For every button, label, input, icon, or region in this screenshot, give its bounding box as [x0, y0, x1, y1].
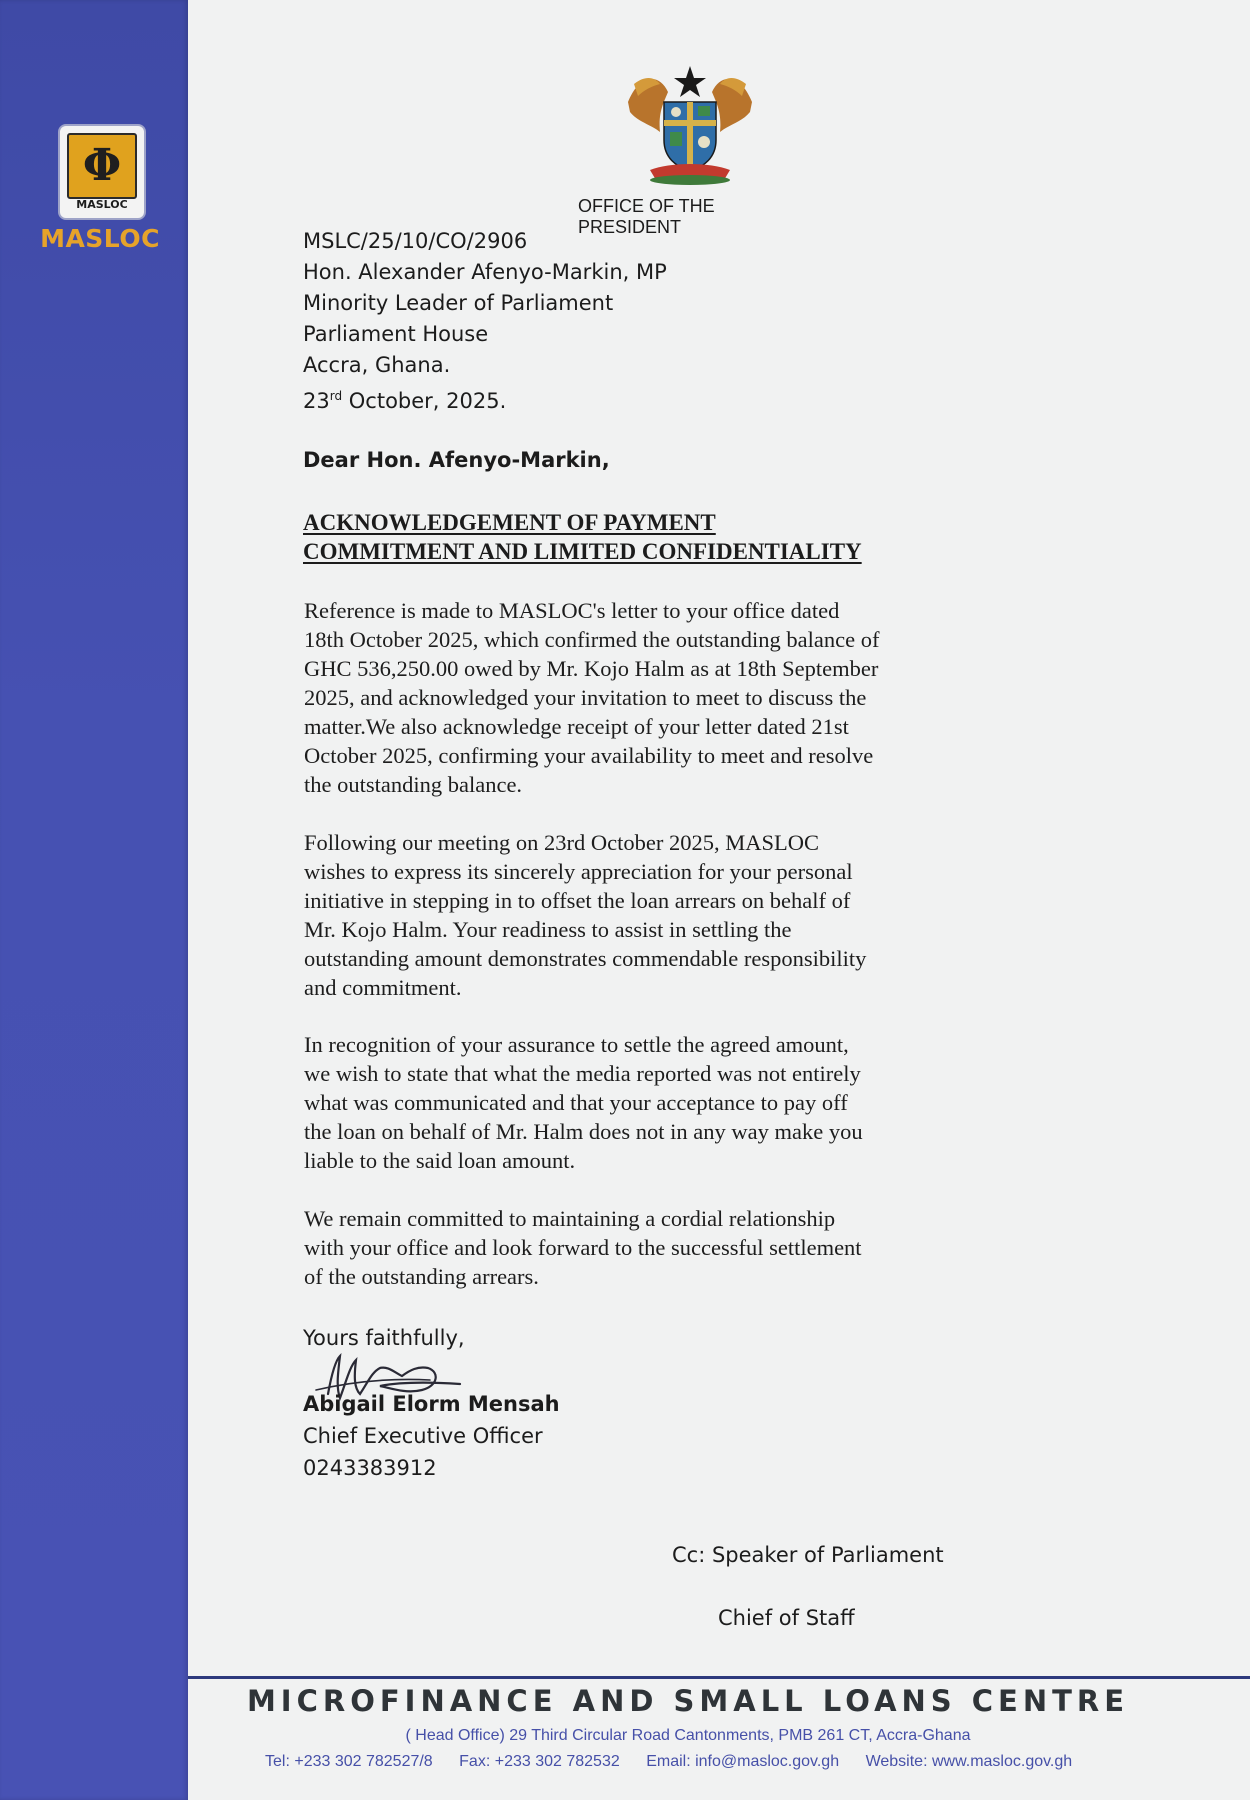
paragraph-4: [304, 1204, 984, 1291]
paragraph-2: [304, 828, 984, 1002]
cc-chief-of-staff: Chief of Staff: [718, 1606, 855, 1630]
date-day: 23: [303, 389, 330, 413]
office-heading: OFFICE OF THE PRESIDENT: [578, 196, 715, 237]
recipient-name: Hon. Alexander Afenyo-Markin, MP: [303, 260, 667, 284]
paragraph-line: October 2025, confirming your availability to meet and resolve: [304, 743, 874, 768]
paragraph-line: the loan on behalf of Mr. Halm does not in any way make you: [304, 1119, 863, 1144]
paragraph-line: GHC 536,250.00 owed by Mr. Kojo Halm as at 18th September: [304, 656, 879, 681]
paragraph-line: 2025, and acknowledged your invitation to meet to discuss the: [304, 685, 867, 710]
paragraph-line: what was communicated and that your acceptance to pay off: [304, 1090, 848, 1115]
subject-line-2: COMMITMENT AND LIMITED CONFIDENTIALITY: [303, 539, 862, 564]
paragraph-line: matter.We also acknowledge receipt of your letter dated 21st: [304, 714, 849, 739]
footer-divider: [188, 1676, 1250, 1679]
paragraph-line: with your office and look forward to the successful settlement: [304, 1235, 862, 1260]
footer-organisation-name: MICROFINANCE AND SMALL LOANS CENTRE: [246, 1684, 1130, 1718]
masloc-logo: [58, 124, 146, 220]
paragraph-line: of the outstanding arrears.: [304, 1264, 539, 1289]
salutation: Dear Hon. Afenyo-Markin,: [303, 448, 610, 472]
paragraph-line: we wish to state that what the media reported was not entirely: [304, 1061, 861, 1086]
date-suffix: rd: [329, 389, 343, 403]
paragraph-line: the outstanding balance.: [304, 772, 523, 797]
paragraph-line: Following our meeting on 23rd October 2025, MASLOC: [304, 830, 819, 855]
signer-name: Abigail Elorm Mensah: [303, 1392, 560, 1416]
footer-tel: Tel: +233 302 782527/8: [265, 1753, 433, 1770]
letter-date: [303, 381, 506, 417]
footer-address: ( Head Office) 29 Third Circular Road Cantonments, PMB 261 CT, Accra-Ghana: [405, 1727, 971, 1744]
paragraph-line: and commitment.: [304, 975, 462, 1000]
paragraph-line: In recognition of your assurance to settle the agreed amount,: [304, 1032, 849, 1057]
recipient-title: Minority Leader of Parliament: [303, 291, 614, 315]
paragraph-line: liable to the said loan amount.: [304, 1148, 576, 1173]
paragraph-line: Mr. Kojo Halm. Your readiness to assist in settling the: [304, 917, 792, 942]
brand-name: MASLOC: [40, 224, 160, 253]
logo-emblem: [67, 133, 137, 199]
paragraph-line: initiative in stepping in to offset the loan arrears on behalf of: [304, 888, 851, 913]
signer-phone: 0243383912: [303, 1456, 437, 1480]
paragraph-line: We remain committed to maintaining a cordial relationship: [304, 1206, 836, 1231]
coat-of-arms-icon: [620, 62, 760, 192]
recipient-city: Accra, Ghana.: [303, 353, 451, 377]
recipient-place: Parliament House: [303, 322, 489, 346]
cc-speaker: Cc: Speaker of Parliament: [672, 1543, 944, 1567]
adinkra-symbol-icon: Φ: [82, 140, 122, 191]
paragraph-line: 18th October 2025, which confirmed the outstanding balance of: [304, 627, 880, 652]
signer-title: Chief Executive Officer: [303, 1424, 543, 1448]
paragraph-line: Reference is made to MASLOC's letter to your office dated: [304, 598, 840, 623]
closing: Yours faithfully,: [303, 1326, 465, 1350]
footer-email: Email: info@masloc.gov.gh: [646, 1753, 840, 1770]
footer-fax: Fax: +233 302 782532: [459, 1753, 620, 1770]
date-rest: October, 2025.: [342, 389, 507, 413]
reference-number: MSLC/25/10/CO/2906: [303, 229, 528, 253]
sidebar-band: [0, 0, 188, 1800]
signer-block: [303, 1388, 560, 1484]
subject-heading: [303, 508, 862, 566]
paragraph-3: [304, 1030, 984, 1175]
footer-website: Website: www.masloc.gov.gh: [865, 1753, 1073, 1770]
logo-caption: MASLOC: [76, 198, 128, 211]
footer-contact-line: [265, 1753, 1145, 1771]
paragraph-line: outstanding amount demonstrates commendable responsibility: [304, 946, 867, 971]
paragraph-1: [304, 596, 984, 799]
subject-line-1: ACKNOWLEDGEMENT OF PAYMENT: [303, 510, 716, 535]
paragraph-line: wishes to express its sincerely appreciation for your personal: [304, 859, 853, 884]
